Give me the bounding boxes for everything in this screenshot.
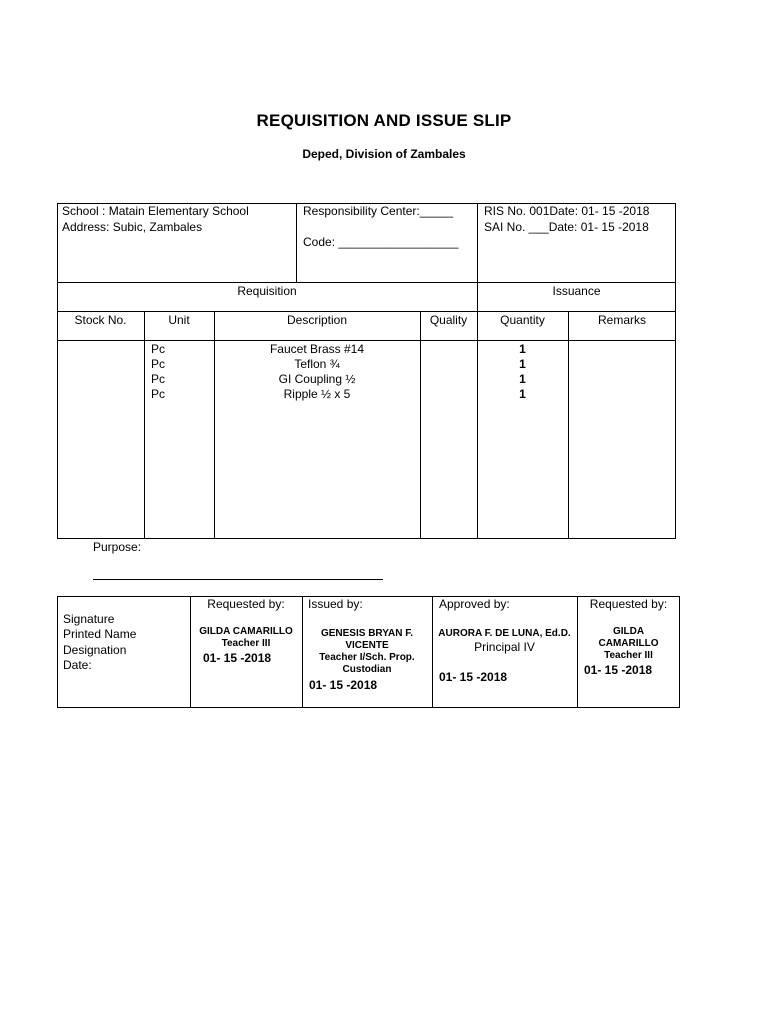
sig-divider-1 <box>190 596 191 708</box>
item-quantity: 1 <box>519 387 526 401</box>
col-header-quality: Quality <box>429 313 468 327</box>
document-subtitle: Deped, Division of Zambales <box>302 147 466 161</box>
item-quantity: 1 <box>519 372 526 386</box>
date-label: Date: <box>63 658 92 672</box>
info-divider-1 <box>296 203 297 282</box>
document-title: REQUISITION AND ISSUE SLIP <box>256 111 512 130</box>
issued-by-date: 01- 15 -2018 <box>309 678 378 692</box>
col-header-remarks: Remarks <box>597 313 646 327</box>
requested-by-designation: Teacher III <box>221 638 271 649</box>
approved-by-heading: Approved by: <box>439 597 510 611</box>
address-field: Address: Subic, Zambales <box>62 220 203 234</box>
responsibility-center-field: Responsibility Center:_____ <box>303 204 454 218</box>
requested-by-2-name-line2: CAMARILLO <box>598 638 659 649</box>
item-unit: Pc <box>151 372 166 386</box>
printed-name-label: Printed Name <box>63 627 137 641</box>
requested-by-name: GILDA CAMARILLO <box>199 626 293 637</box>
requisition-heading: Requisition <box>237 284 297 298</box>
item-description: GI Coupling ½ <box>278 372 356 386</box>
approved-by-name: AURORA F. DE LUNA, Ed.D. <box>438 628 571 639</box>
section-row-divider <box>57 311 676 312</box>
col-header-description: Description <box>286 313 348 327</box>
requested-by-date: 01- 15 -2018 <box>203 651 272 665</box>
requested-by-2-name-line1: GILDA <box>612 626 645 637</box>
issued-by-designation-line1: Teacher I/Sch. Prop. <box>319 652 415 663</box>
item-quantity: 1 <box>519 342 526 356</box>
info-row-divider <box>57 282 676 283</box>
designation-label: Designation <box>63 643 127 657</box>
requested-by-heading: Requested by: <box>207 597 285 611</box>
sai-field: SAI No. ___Date: 01- 15 -2018 <box>484 220 649 234</box>
requested-by-2-heading: Requested by: <box>589 597 668 611</box>
col-header-quantity: Quantity <box>500 313 545 327</box>
issuance-heading: Issuance <box>552 284 601 298</box>
ris-field: RIS No. 001Date: 01- 15 -2018 <box>484 204 650 218</box>
purpose-line <box>93 579 383 580</box>
item-unit: Pc <box>151 357 166 371</box>
issued-by-designation-line2: Custodian <box>342 664 392 675</box>
col-header-unit: Unit <box>168 313 190 327</box>
approved-by-designation: Principal IV <box>474 640 535 654</box>
col-divider-quantity <box>568 311 569 539</box>
school-field: School : Matain Elementary School <box>62 204 249 218</box>
issued-by-name-line1: GENESIS BRYAN F. <box>320 628 414 639</box>
header-row-divider <box>57 340 676 341</box>
purpose-label: Purpose: <box>93 540 142 554</box>
col-divider-stock <box>144 311 145 539</box>
approved-by-date: 01- 15 -2018 <box>439 670 508 684</box>
code-field: Code: __________________ <box>303 235 459 249</box>
item-quantity: 1 <box>519 357 526 371</box>
requested-by-2-date: 01- 15 -2018 <box>584 663 653 677</box>
signature-label: Signature <box>63 612 115 626</box>
item-unit: Pc <box>151 387 166 401</box>
issued-by-heading: Issued by: <box>308 597 363 611</box>
col-header-stock-no: Stock No. <box>74 313 127 327</box>
col-divider-description <box>420 311 421 539</box>
issued-by-name-line2: VICENTE <box>345 640 389 651</box>
item-description: Teflon ¾ <box>294 357 340 371</box>
item-unit: Pc <box>151 342 166 356</box>
item-description: Faucet Brass #14 <box>269 342 365 356</box>
item-description: Ripple ½ x 5 <box>283 387 351 401</box>
requested-by-2-designation: Teacher III <box>604 650 653 661</box>
